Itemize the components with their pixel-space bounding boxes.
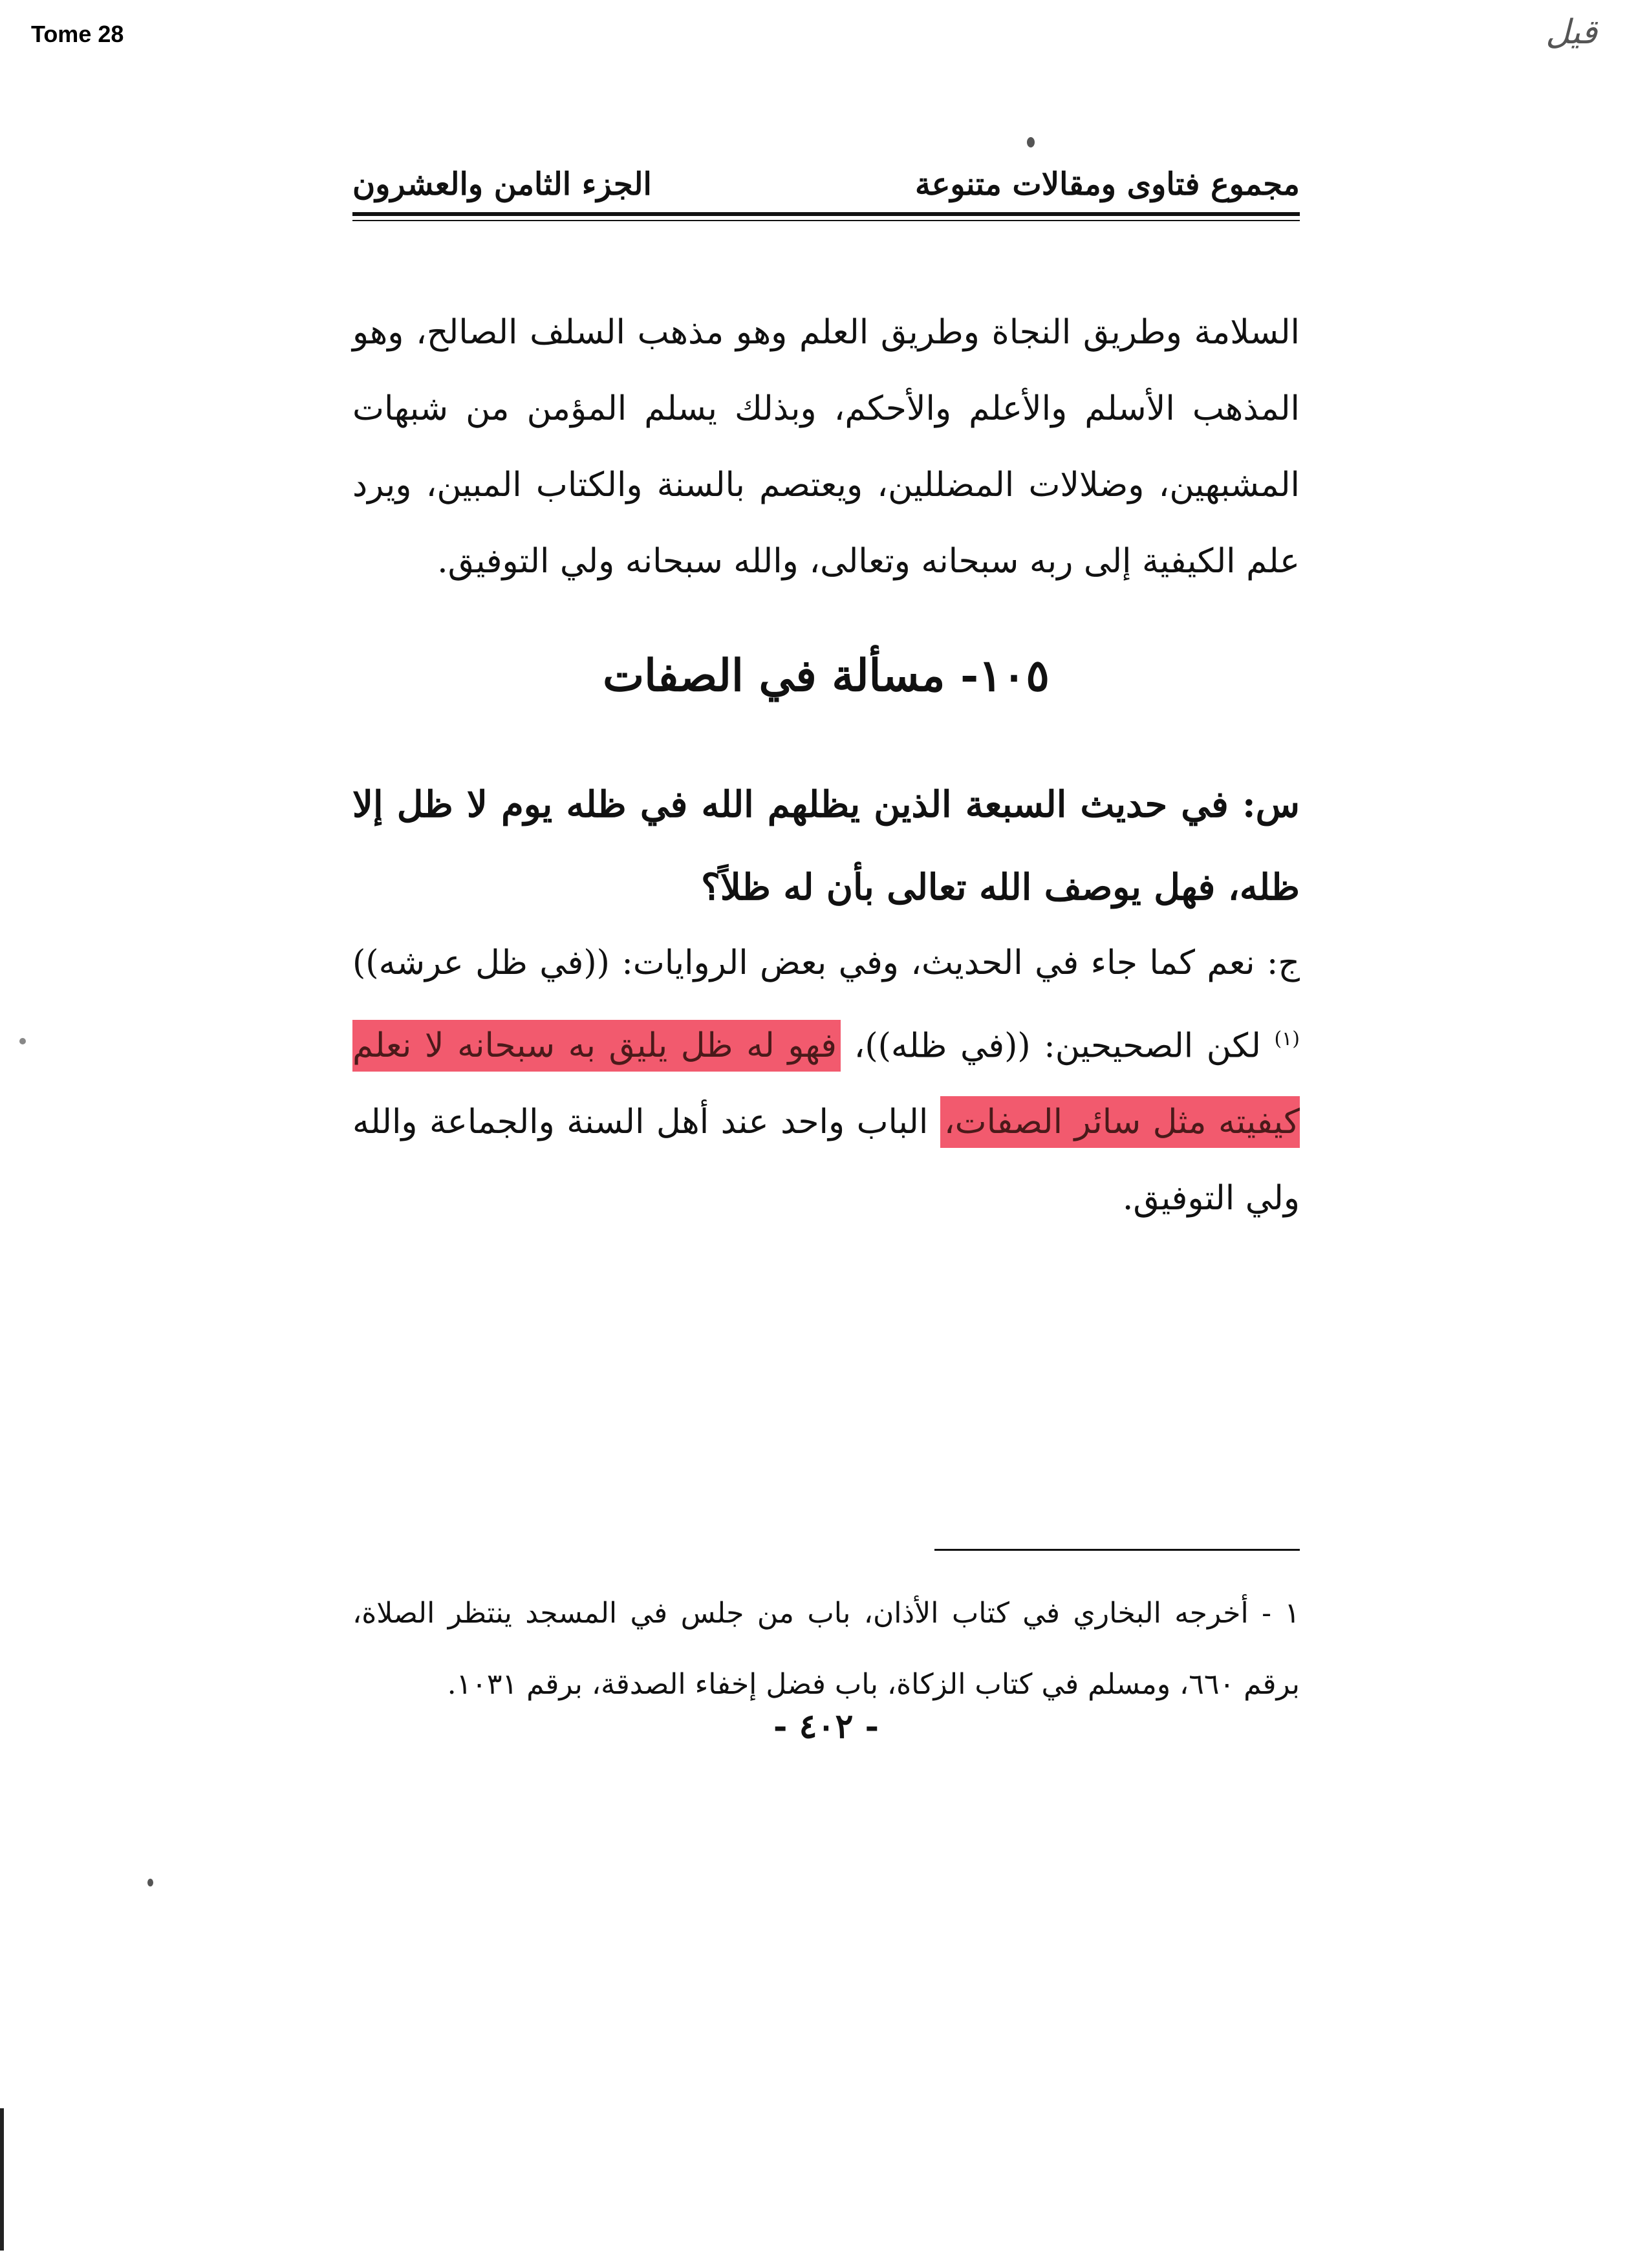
header-rule-thick [352, 212, 1300, 216]
highlighted-text: فهو له ظل يليق به سبحانه لا نعلم كيفيته مثل سائر الصفات، [352, 1020, 1300, 1148]
footnote: ١ - أخرجه البخاري في كتاب الأذان، باب من جلس في المسجد ينتظر الصلاة، برقم ٦٦٠، ومسلم في كتاب الزكاة، باب فضل إخفاء الصدقة، برقم ١٠٣١. [352, 1597, 1300, 1701]
handwritten-corner-note: قيل [1546, 13, 1597, 52]
tome-label: Tome 28 [31, 21, 124, 47]
question-paragraph: س: في حديث السبعة الذين يظلهم الله في ظله يوم لا ظل إلا ظله، فهل يوصف الله تعالى بأن له ظلاً؟ [352, 783, 1300, 909]
footnote-reference: (١) [1274, 1028, 1300, 1050]
answer-part-1: ج: نعم كما جاء في الحديث، وفي بعض الروايات: ((في ظل عرشه)) [352, 944, 1300, 982]
running-head [352, 165, 1300, 217]
scan-speck [1027, 137, 1035, 147]
header-rule-thin [352, 220, 1300, 221]
collection-title: مجموع فتاوى ومقالات متنوعة [914, 166, 1300, 202]
footnote-rule [934, 1549, 1300, 1551]
answer-part-3: الباب واحد عند أهل السنة والجماعة والله ولي التوفيق. [352, 1103, 1300, 1218]
section-heading: ١٠٥- مسألة في الصفات [603, 650, 1050, 702]
scan-speck [147, 1879, 153, 1886]
continuation-paragraph: السلامة وطريق النجاة وطريق العلم وهو مذهب السلف الصالح، وهو المذهب الأسلم والأعلم والأحكم، وبذلك يسلم المؤمن من شبهات المشبهين، وضلالات المضللين، ويعتصم بالسنة والكتاب المبين، ويرد علم الكيفية إلى ربه سبحانه وتعالى، والله سبحانه ولي التوفيق. [352, 313, 1300, 581]
scan-edge-mark [0, 2108, 4, 2251]
volume-title: الجزء الثامن والعشرون [352, 166, 652, 202]
scan-speck [19, 1038, 26, 1044]
answer-paragraph [352, 925, 1300, 1237]
answer-part-2: لكن الصحيحين: ((في ظله))، [841, 1026, 1275, 1066]
page-number: - ٤٠٢ - [773, 1707, 879, 1746]
